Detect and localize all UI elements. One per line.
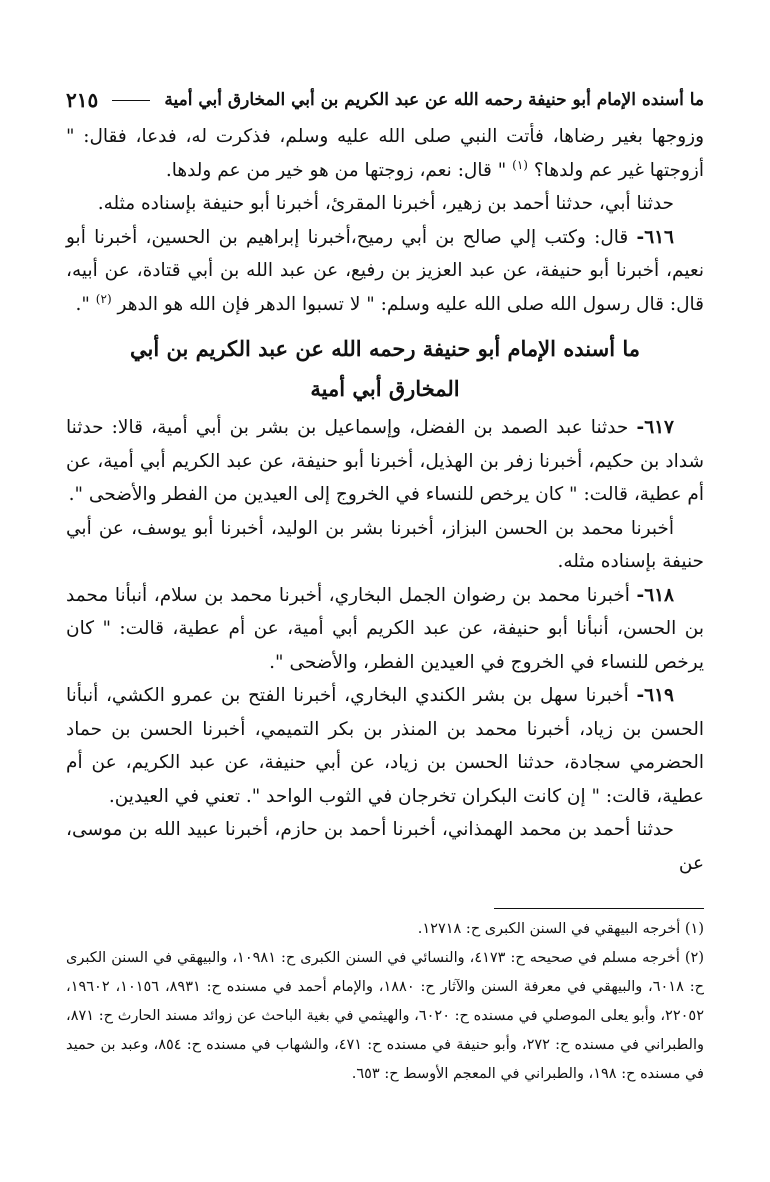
hadith-618 — [66, 579, 704, 680]
hadith-619 — [66, 679, 704, 813]
running-header — [66, 88, 704, 112]
hadith-number: ٦١٨- — [636, 584, 674, 606]
page-number: ٢١٥ — [66, 88, 99, 112]
paragraph-chain: حدثنا أحمد بن محمد الهمذاني، أخبرنا أحمد بن حازم، أخبرنا عبيد الله بن موسى، عن — [66, 819, 704, 874]
main-text — [66, 120, 704, 880]
footnotes — [66, 908, 704, 1089]
hadith-text: أخبرنا سهل بن بشر الكندي البخاري، أخبرنا الفتح بن عمرو الكشي، أنبأنا الحسن بن زياد، أخبرنا محمد بن المنذر بن بكر التميمي، أخبرنا الحسن بن حماد الحضرمي سجادة، حدثنا الحسن بن زياد، عن أبي حنيفة، عن عبد الكريم، عن أم عطية، قالت: " إن كانت البكران تخرجان في الثوب الواحد ". تعني في العيدين. — [66, 685, 704, 807]
hadith-616 — [66, 221, 704, 322]
header-rule — [112, 100, 150, 101]
footnote-ref-1[interactable]: (١) — [512, 157, 528, 172]
hadith-text: قال: وكتب إلي صالح بن أبي رميح،أخبرنا إبراهيم بن الحسين، أخبرنا أبو نعيم، أخبرنا أبو حنيفة، عن عبد العزيز بن رفيع، عن عبد الله بن أبي قتادة، عن أبيه، قال: قال رسول الله صلى الله عليه وسلم: " لا تسبوا الدهر فإن الله هو الدهر — [66, 226, 704, 315]
hadith-number: ٦١٦- — [636, 226, 674, 248]
paragraph-continuation — [66, 120, 704, 187]
footnote-1: (١) أخرجه البيهقي في السنن الكبرى ح: ١٢٧١٨. — [417, 921, 704, 937]
footnote-2: (٢) أخرجه مسلم في صحيحه ح: ٤١٧٣، والنسائي في السنن الكبرى ح: ١٠٩٨١، والبيهقي في السنن الكبرى ح: ٦٠١٨، والبيهقي في معرفة السنن والآثار ح: ١٨٨٠، والإمام أحمد في مسنده ح: ٨٩٣١، ١٠١٥٦، ١٩٦٠٢، ٢٢٠٥٢، وأبو يعلى الموصلي في مسنده ح: ٦٠٢٠، والهيثمي في بغية الباحث عن زوائد مسند الحارث ح: ٨٧١، والطبراني في مسنده ح: ٢٧٢، وأبو حنيفة في مسنده ح: ٤٧١، والشهاب في مسنده ح: ٨٥٤، وعبد بن حميد في مسنده ح: ١٩٨، والطبراني في المعجم الأوسط ح: ٦٥٣. — [66, 950, 705, 1082]
hadith-text: حدثنا عبد الصمد بن الفضل، وإسماعيل بن بشر بن أبي أمية، قالا: حدثنا شداد بن حكيم، أخبرنا زفر بن الهذيل، أخبرنا أبو حنيفة، عن عبد الكريم أبي أمية، عن أم عطية، قالت: " كان يرخص للنساء في الخروج إلى العيدين من الفطر والأضحى ". — [66, 417, 704, 505]
footnote-ref-2[interactable]: (٢) — [95, 291, 112, 306]
hadith-text-end: ". — [75, 293, 90, 315]
text-run: " قال: نعم، زوجتها من هو خير من عم ولدها. — [165, 159, 507, 181]
hadith-617 — [66, 411, 704, 512]
text-run: وزوجها بغير رضاها، فأتت النبي صلى الله عليه وسلم، فذكرت له، فدعا، فقال: " أزوجتها غير عم ولدها؟ — [66, 126, 704, 181]
running-title: ما أسنده الإمام أبو حنيفة رحمه الله عن عبد الكريم بن أبي المخارق أبي أمية — [164, 90, 704, 110]
section-heading-line-2: المخارق أبي أمية — [310, 376, 460, 401]
hadith-number: ٦١٧- — [636, 417, 674, 438]
footnote-rule — [494, 908, 704, 909]
hadith-text: أخبرنا محمد بن رضوان الجمل البخاري، أخبرنا محمد بن سلام، أنبأنا محمد بن الحسن، أنبأنا أبو حنيفة، عن عبد الكريم أبي أمية، عن أم عطية، قالت: " كان يرخص للنساء في الخروج في العيدين الفطر، والأضحى ". — [66, 584, 704, 673]
section-heading — [66, 329, 704, 409]
paragraph-chain: حدثنا أبي، حدثنا أحمد بن زهير، أخبرنا المقرئ، أخبرنا أبو حنيفة بإسناده مثله. — [97, 193, 674, 214]
section-heading-line-1: ما أسنده الإمام أبو حنيفة رحمه الله عن عبد الكريم بن أبي — [129, 336, 640, 361]
hadith-number: ٦١٩- — [636, 685, 674, 706]
paragraph-chain: أخبرنا محمد بن الحسن البزاز، أخبرنا بشر بن الوليد، أخبرنا أبو يوسف، عن أبي حنيفة بإسناده مثله. — [66, 517, 704, 572]
